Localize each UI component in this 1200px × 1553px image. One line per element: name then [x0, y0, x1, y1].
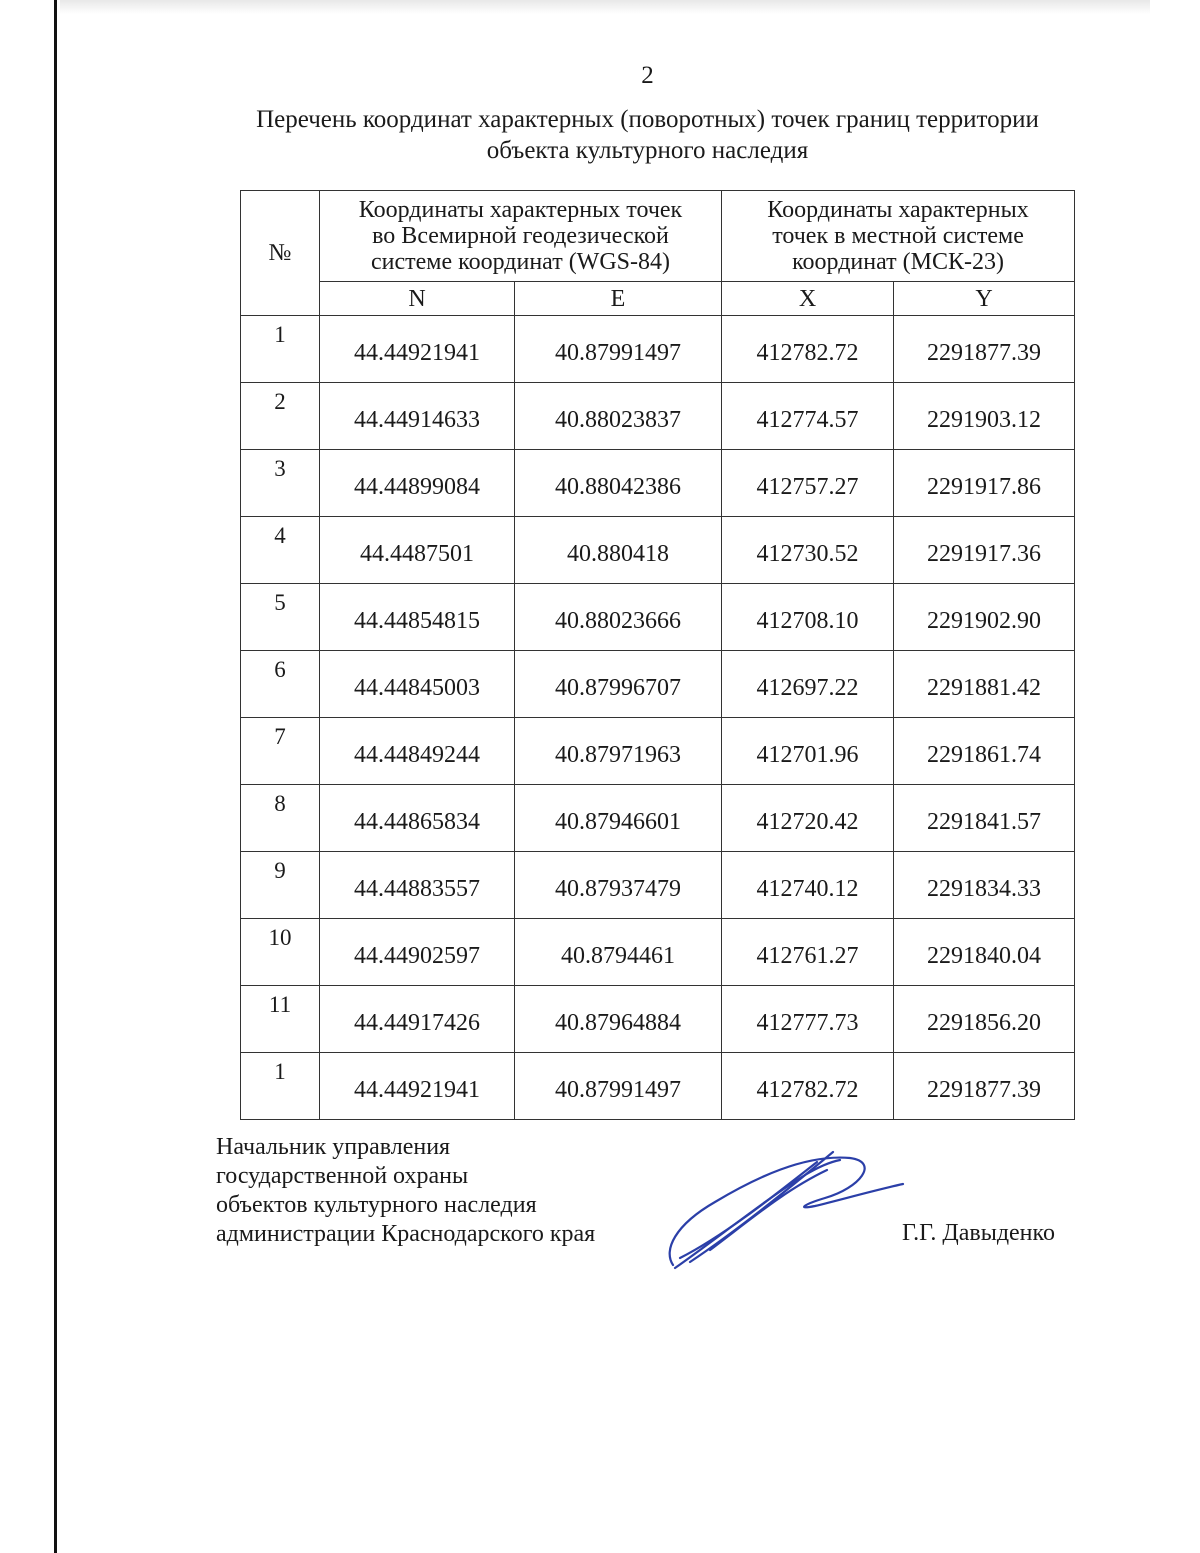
n-coordinate-cell: 44.44899084: [320, 450, 515, 517]
table-row: [241, 1053, 1075, 1120]
table-row: [241, 852, 1075, 919]
signatory-position: [216, 1133, 595, 1249]
y-coordinate-cell: 2291861.74: [894, 718, 1075, 785]
point-number-cell: 3: [241, 450, 320, 517]
n-coordinate-cell: 44.44849244: [320, 718, 515, 785]
document-title-line-1: Перечень координат характерных (поворотных) точек границ территории: [256, 106, 1039, 133]
x-coordinate-cell: 412740.12: [722, 852, 894, 919]
n-coordinate-cell: 44.44854815: [320, 584, 515, 651]
table-row: [241, 517, 1075, 584]
n-coordinate-cell: 44.44902597: [320, 919, 515, 986]
e-coordinate-cell: 40.87996707: [515, 651, 722, 718]
x-coordinate-cell: 412730.52: [722, 517, 894, 584]
e-coordinate-cell: 40.87991497: [515, 316, 722, 383]
header-msk23-line-2: точек в местной системе: [772, 223, 1024, 249]
e-coordinate-cell: 40.8794461: [515, 919, 722, 986]
y-coordinate-cell: 2291856.20: [894, 986, 1075, 1053]
header-msk23-group: [722, 191, 1075, 282]
x-coordinate-cell: 412774.57: [722, 383, 894, 450]
e-coordinate-cell: 40.88042386: [515, 450, 722, 517]
point-number-cell: 10: [241, 919, 320, 986]
e-coordinate-cell: 40.880418: [515, 517, 722, 584]
header-n: N: [320, 282, 515, 316]
signatory-name: Г.Г. Давыденко: [902, 1220, 1055, 1246]
x-coordinate-cell: 412757.27: [722, 450, 894, 517]
y-coordinate-cell: 2291902.90: [894, 584, 1075, 651]
n-coordinate-cell: 44.44917426: [320, 986, 515, 1053]
n-coordinate-cell: 44.44921941: [320, 316, 515, 383]
header-y: Y: [894, 282, 1075, 316]
x-coordinate-cell: 412782.72: [722, 1053, 894, 1120]
header-number: №: [241, 191, 320, 316]
table-row: [241, 718, 1075, 785]
n-coordinate-cell: 44.44914633: [320, 383, 515, 450]
table-row: [241, 651, 1075, 718]
point-number-cell: 1: [241, 316, 320, 383]
page-number: 2: [641, 62, 654, 89]
x-coordinate-cell: 412701.96: [722, 718, 894, 785]
coordinates-table: [240, 190, 1075, 1120]
n-coordinate-cell: 44.44883557: [320, 852, 515, 919]
table-row: [241, 584, 1075, 651]
handwritten-signature: [655, 1140, 905, 1275]
x-coordinate-cell: 412761.27: [722, 919, 894, 986]
document-title-line-2: объекта культурного наследия: [486, 137, 809, 164]
n-coordinate-cell: 44.44865834: [320, 785, 515, 852]
header-e: E: [515, 282, 722, 316]
table-row: [241, 383, 1075, 450]
y-coordinate-cell: 2291834.33: [894, 852, 1075, 919]
document-title: [160, 104, 1135, 166]
table-header-row-groups: [241, 191, 1075, 282]
point-number-cell: 11: [241, 986, 320, 1053]
header-msk23-line-1: Координаты характерных: [767, 197, 1029, 223]
y-coordinate-cell: 2291877.39: [894, 1053, 1075, 1120]
e-coordinate-cell: 40.87937479: [515, 852, 722, 919]
e-coordinate-cell: 40.87946601: [515, 785, 722, 852]
header-wgs84-line-1: Координаты характерных точек: [358, 197, 683, 223]
e-coordinate-cell: 40.88023837: [515, 383, 722, 450]
table-body: [241, 316, 1075, 1120]
scan-top-shadow: [60, 0, 1150, 14]
y-coordinate-cell: 2291840.04: [894, 919, 1075, 986]
point-number-cell: 4: [241, 517, 320, 584]
point-number-cell: 9: [241, 852, 320, 919]
signatory-position-line-1: Начальник управления: [216, 1134, 451, 1160]
header-wgs84-line-2: во Всемирной геодезической: [372, 223, 669, 249]
y-coordinate-cell: 2291881.42: [894, 651, 1075, 718]
point-number-cell: 2: [241, 383, 320, 450]
point-number-cell: 6: [241, 651, 320, 718]
table-row: [241, 785, 1075, 852]
header-wgs84-group: [320, 191, 722, 282]
n-coordinate-cell: 44.4487501: [320, 517, 515, 584]
header-msk23-line-3: координат (МСК-23): [792, 249, 1004, 275]
y-coordinate-cell: 2291841.57: [894, 785, 1075, 852]
table-row: [241, 986, 1075, 1053]
signatory-position-line-4: администрации Краснодарского края: [216, 1221, 596, 1247]
e-coordinate-cell: 40.88023666: [515, 584, 722, 651]
e-coordinate-cell: 40.87971963: [515, 718, 722, 785]
table-row: [241, 316, 1075, 383]
header-wgs84-line-3: системе координат (WGS-84): [371, 249, 670, 275]
y-coordinate-cell: 2291917.36: [894, 517, 1075, 584]
signatory-position-line-3: объектов культурного наследия: [216, 1192, 537, 1218]
e-coordinate-cell: 40.87964884: [515, 986, 722, 1053]
y-coordinate-cell: 2291877.39: [894, 316, 1075, 383]
x-coordinate-cell: 412697.22: [722, 651, 894, 718]
n-coordinate-cell: 44.44845003: [320, 651, 515, 718]
x-coordinate-cell: 412782.72: [722, 316, 894, 383]
x-coordinate-cell: 412777.73: [722, 986, 894, 1053]
y-coordinate-cell: 2291903.12: [894, 383, 1075, 450]
table-row: [241, 450, 1075, 517]
table-row: [241, 919, 1075, 986]
point-number-cell: 8: [241, 785, 320, 852]
point-number-cell: 5: [241, 584, 320, 651]
point-number-cell: 7: [241, 718, 320, 785]
table-header-row-axes: [241, 282, 1075, 316]
point-number-cell: 1: [241, 1053, 320, 1120]
x-coordinate-cell: 412708.10: [722, 584, 894, 651]
n-coordinate-cell: 44.44921941: [320, 1053, 515, 1120]
e-coordinate-cell: 40.87991497: [515, 1053, 722, 1120]
scan-page-edge: [54, 0, 57, 1553]
y-coordinate-cell: 2291917.86: [894, 450, 1075, 517]
x-coordinate-cell: 412720.42: [722, 785, 894, 852]
header-x: X: [722, 282, 894, 316]
signatory-position-line-2: государственной охраны: [216, 1163, 469, 1189]
